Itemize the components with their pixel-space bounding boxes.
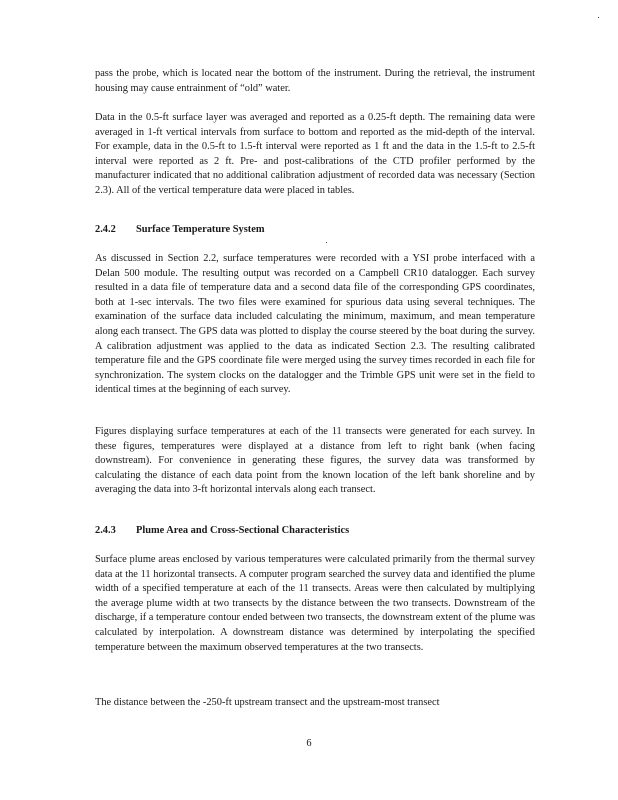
section-number: 2.4.2 [95, 224, 116, 235]
paragraph-surface-figures: Figures displaying surface temperatures at each of the 11 transects were generated for each survey. In these figures, temperatures were displayed at a distance from left to right bank (when facing downstream). For convenience in generating these figures, the survey data was transformed by calculating the distance of each data point from the known location of the left bank shoreline and by averaging the data into 3-ft horizontal intervals along each transect. [95, 426, 535, 496]
section-title: Plume Area and Cross-Sectional Characteristics [136, 525, 350, 536]
paragraph-retrieval: pass the probe, which is located near the bottom of the instrument. During the retrieval, the instrument housing may cause entrainment of “old” water. [95, 68, 535, 94]
paragraph-data-averaging: Data in the 0.5-ft surface layer was averaged and reported as a 0.25-ft depth. The remaining data were averaged in 1-ft vertical intervals from surface to bottom and reported as the mid-depth of the interval. For example, data in the 0.5-ft to 1.5-ft interval were reported as 1 ft and the data in the 1.5-ft to 2.5-ft interval were reported as 2 ft. Pre- and post-calibrations of the CTD profiler performed by the manufacturer indicated that no additional calibration adjustment of recorded data was necessary (Section 2.3). All of the vertical temperature data were placed in tables. [95, 112, 535, 196]
section-title: Surface Temperature System [136, 224, 265, 235]
paragraph-transect-distance: The distance between the -250-ft upstream transect and the upstream-most transect [95, 697, 440, 708]
paragraph-surface-system: As discussed in Section 2.2, surface temperatures were recorded with a YSI probe interfaced with a Delan 500 module. The resulting output was recorded on a Campbell CR10 datalogger. Each survey resulted in a data file of temperature data and a second data file of the corresponding GPS coordinates, both at 1-sec intervals. The two files were examined for spurious data using several techniques. The examination of the surface data included calculating the minimum, maximum, and mean temperature along each transect. The GPS data was plotted to display the course steered by the boat during the survey. A calibration adjustment was applied to the data as indicated Section 2.3. The resulting calibrated temperature file and the GPS coordinate file were merged using the survey times recorded in each file for synchronization. The system clocks on the datalogger and the Trimble GPS unit were set in the field to identical times at the beginning of each survey. [95, 253, 535, 396]
section-heading-plume-area [95, 524, 535, 538]
paragraph-plume-areas: Surface plume areas enclosed by various temperatures were calculated primarily from the thermal survey data at the 11 horizontal transects. A computer program searched the survey data and identified the plume width of a specified temperature at each of the 11 transects. Areas were then calculated by multiplying the average plume width at two transects by the distance between the two transects. Downstream of the discharge, if a temperature contour ended between two transects, the downstream extent of the plume was calculated by interpolation. A downstream distance was determined by interpolating the specified temperature between the maximum observed temperatures at the two transects. [95, 554, 535, 653]
section-heading-surface-temperature [95, 223, 535, 237]
scan-speck [326, 242, 327, 243]
scan-speck [598, 17, 599, 18]
section-number: 2.4.3 [95, 525, 116, 536]
page-number: 6 [306, 738, 312, 749]
